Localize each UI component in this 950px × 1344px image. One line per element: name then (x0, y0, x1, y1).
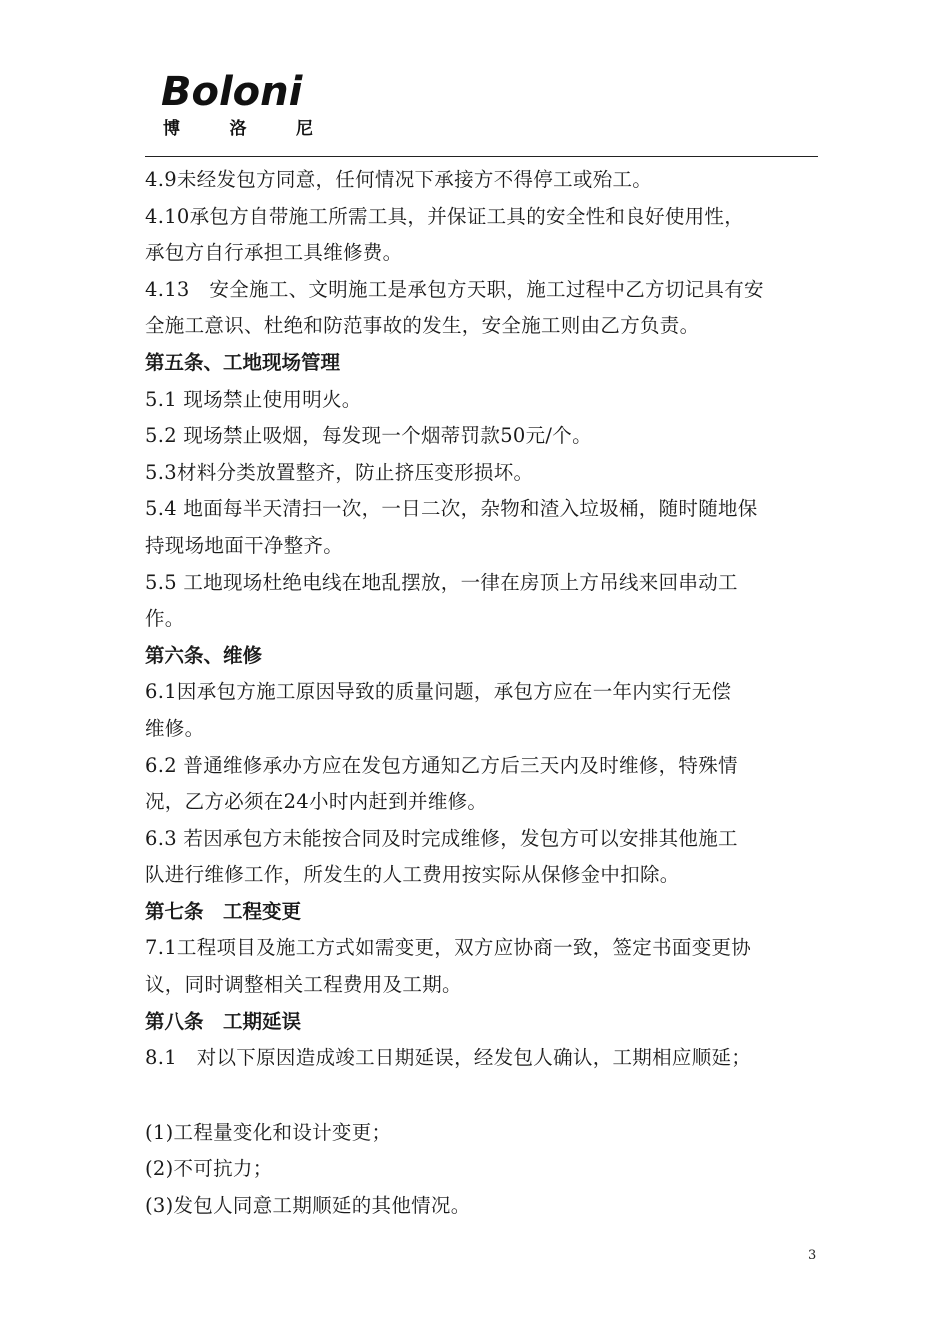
section-heading: 第五条、工地现场管理 (145, 350, 341, 374)
logo-chinese-name (163, 114, 313, 139)
logo-cn-char: 博 (163, 119, 180, 139)
logo-cn-char: 尼 (296, 119, 313, 139)
text-line: (1)工程量变化和设计变更； (145, 1120, 392, 1144)
text-line: 承包方自行承担工具维修费。 (145, 241, 403, 265)
text-line: 6.3 若因承包方未能按合同及时完成维修，发包方可以安排其他施工 (145, 826, 738, 850)
text-line: (3)发包人同意工期顺延的其他情况。 (145, 1194, 471, 1218)
text-line: 全施工意识、杜绝和防范事故的发生，安全施工则由乙方负责。 (145, 314, 700, 338)
text-line: (2)不可抗力； (145, 1157, 273, 1181)
text-line: 5.1 现场禁止使用明火。 (145, 387, 362, 411)
text-line: 议，同时调整相关工程费用及工期。 (145, 973, 462, 997)
text-line: 6.1因承包方施工原因导致的质量问题，承包方应在一年内实行无偿 (145, 680, 732, 704)
text-line: 持现场地面干净整齐。 (145, 533, 344, 557)
text-line: 5.4 地面每半天清扫一次，一日二次，杂物和渣入垃圾桶，随时随地保 (145, 497, 758, 521)
page-number: 3 (808, 1248, 817, 1263)
section-heading: 第六条、维修 (145, 643, 263, 667)
text-line: 6.2 普通维修承办方应在发包方通知乙方后三天内及时维修，特殊情 (145, 753, 738, 777)
text-line: 5.3材料分类放置整齐，防止挤压变形损坏。 (145, 460, 534, 484)
text-line: 作。 (145, 607, 185, 631)
section-heading: 第八条 工期延误 (145, 1009, 302, 1033)
text-line: 8.1 对以下原因造成竣工日期延误，经发包人确认，工期相应顺延； (145, 1046, 752, 1070)
text-line: 况，乙方必须在24小时内赶到并维修。 (145, 790, 488, 814)
text-line: 5.5 工地现场杜绝电线在地乱摆放，一律在房顶上方吊线来回串动工 (145, 570, 738, 594)
text-line: 4.9未经发包方同意，任何情况下承接方不得停工或殆工。 (145, 168, 653, 191)
text-line: 4.10承包方自带施工所需工具，并保证工具的安全性和良好使用性， (145, 204, 745, 228)
blank-line (145, 1077, 825, 1115)
text-line: 7.1工程项目及施工方式如需变更，双方应协商一致，签定书面变更协 (145, 936, 752, 960)
text-line: 4.13 安全施工、文明施工是承包方天职，施工过程中乙方切记具有安 (145, 277, 764, 301)
document-body (145, 162, 825, 1225)
logo-cn-char: 洛 (229, 119, 247, 139)
boloni-logo: Boloni (161, 69, 303, 115)
text-line: 维修。 (145, 716, 205, 740)
text-line: 5.2 现场禁止吸烟，每发现一个烟蒂罚款50元/个。 (145, 424, 592, 448)
section-heading: 第七条 工程变更 (145, 899, 302, 923)
text-line: 队进行维修工作，所发生的人工费用按实际从保修金中扣除。 (145, 863, 680, 887)
page-header (145, 70, 818, 157)
